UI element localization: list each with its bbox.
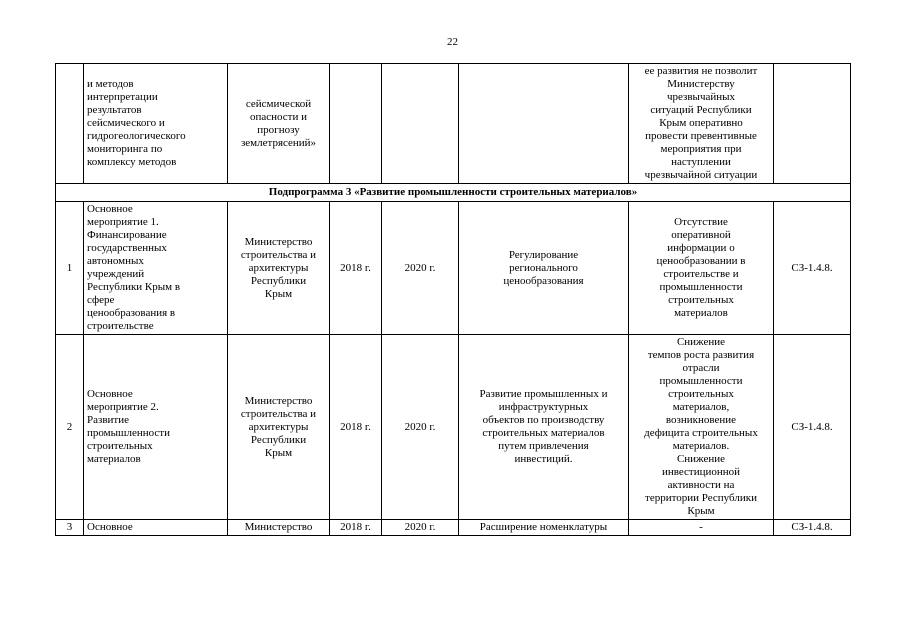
end-year-cell: 2020 г. xyxy=(382,520,459,536)
executor-cell: Министерство строительства и архитектуры Республики Крым xyxy=(228,335,330,520)
table-row xyxy=(56,64,851,184)
risk-cell: - xyxy=(629,520,774,536)
expected-result-cell: Развитие промышленных и инфраструктурных объектов по производству строительных материалов путем привлечения инвестиций. xyxy=(459,335,629,520)
executor-cell: Министерство xyxy=(228,520,330,536)
row-number-cell: 3 xyxy=(56,520,84,536)
end-year-cell: 2020 г. xyxy=(382,335,459,520)
row-number-cell: 1 xyxy=(56,202,84,335)
executor-cell: Министерство строительства и архитектуры Республики Крым xyxy=(228,202,330,335)
expected-result-cell: Регулирование регионального ценообразования xyxy=(459,202,629,335)
measures-table xyxy=(55,63,851,536)
measure-name-cell: и методов интерпретации результатов сейсмического и гидрогеологического мониторинга по комплексу методов xyxy=(84,64,228,184)
measure-name-cell: Основное xyxy=(84,520,228,536)
indicator-link-cell: СЗ-1.4.8. xyxy=(774,202,851,335)
start-year-cell: 2018 г. xyxy=(330,520,382,536)
indicator-link-cell: СЗ-1.4.8. xyxy=(774,520,851,536)
risk-cell: ее развития не позволит Министерству чрезвычайных ситуаций Республики Крым оперативно провести превентивные мероприятия при наступлении чрезвычайной ситуации xyxy=(629,64,774,184)
table-row xyxy=(56,335,851,520)
indicator-link-cell: СЗ-1.4.8. xyxy=(774,335,851,520)
risk-cell: Снижение темпов роста развития отрасли промышленности строительных материалов, возникновение дефицита строительных материалов. Снижение инвестиционной активности на территории Республики Крым xyxy=(629,335,774,520)
measure-name-cell: Основное мероприятие 1. Финансирование государственных автономных учреждений Республики Крым в сфере ценообразования в строительстве xyxy=(84,202,228,335)
table-row xyxy=(56,520,851,536)
start-year-cell: 2018 г. xyxy=(330,202,382,335)
subprogram-title: Подпрограмма 3 «Развитие промышленности строительных материалов» xyxy=(56,184,851,202)
end-year-cell: 2020 г. xyxy=(382,202,459,335)
table-row xyxy=(56,202,851,335)
risk-cell: Отсутствие оперативной информации о ценообразовании в строительстве и промышленности строительных материалов xyxy=(629,202,774,335)
start-year-cell xyxy=(330,64,382,184)
expected-result-cell xyxy=(459,64,629,184)
indicator-link-cell xyxy=(774,64,851,184)
measure-name-cell: Основное мероприятие 2. Развитие промышленности строительных материалов xyxy=(84,335,228,520)
expected-result-cell: Расширение номенклатуры xyxy=(459,520,629,536)
subprogram-header-row xyxy=(56,184,851,202)
end-year-cell xyxy=(382,64,459,184)
executor-cell: сейсмической опасности и прогнозу землетрясений» xyxy=(228,64,330,184)
row-number-cell: 2 xyxy=(56,335,84,520)
row-number-cell xyxy=(56,64,84,184)
start-year-cell: 2018 г. xyxy=(330,335,382,520)
page-number: 22 xyxy=(447,36,458,48)
